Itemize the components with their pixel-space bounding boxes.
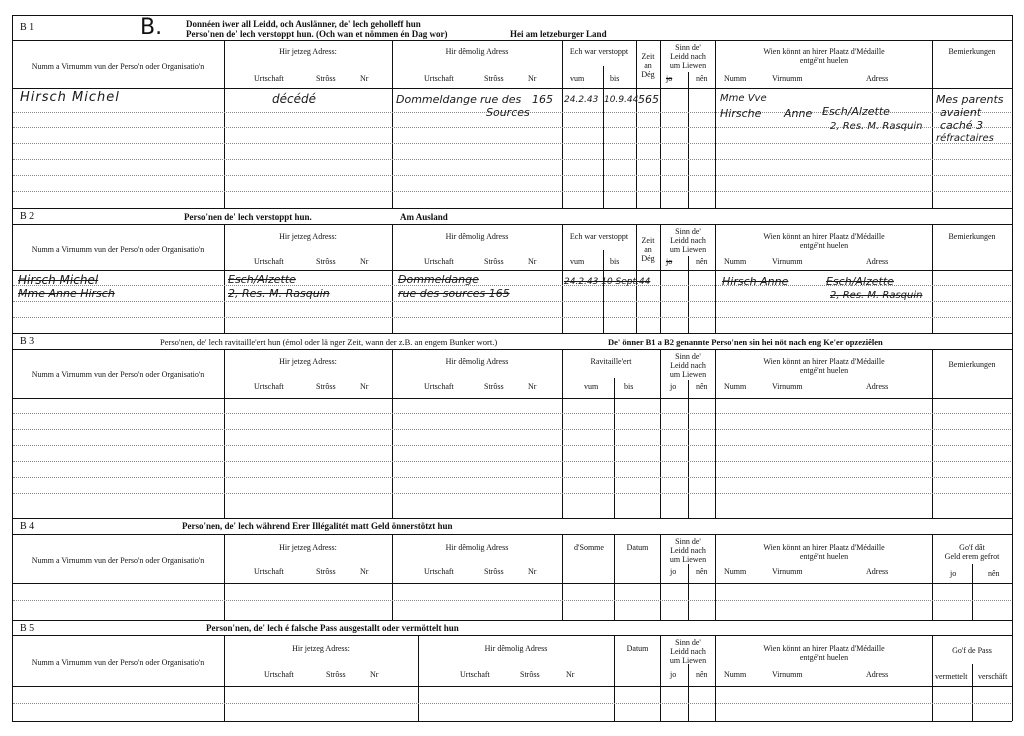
b5-col [418, 635, 419, 721]
b3-wien-2: entgé'nt huelen [799, 366, 849, 375]
b1-hw-medal-addr1: Esch/Alzette [822, 105, 890, 118]
b2-row [13, 317, 1011, 318]
b5-former-addr-head: Hir dêmolig Adress [484, 644, 548, 653]
b1-leidd: Leidd nach [670, 52, 706, 61]
b4-header-bottom [12, 534, 1012, 535]
b5-name-col-head: Numm a Virnumm vun der Perso'n oder Organisatio'n [31, 658, 205, 667]
b4-col [392, 534, 393, 620]
b3-adress: Adress [866, 382, 889, 391]
b1-col [392, 40, 393, 208]
b5-urtschaft: Urtschaft [264, 670, 294, 679]
b3-urtschaft: Urtschaft [254, 382, 284, 391]
b2-hw-name2: Mme Anne Hirsch [18, 287, 115, 300]
b3-numm: Numm [724, 382, 747, 391]
b5-wien-1: Wien könnt an hirer Plaatz d'Médaille [763, 644, 885, 653]
b5-numm: Numm [724, 670, 747, 679]
b4-numm: Numm [724, 567, 747, 576]
b2-colhead-bottom [12, 270, 1012, 271]
b1-header-right: Hei am letzeburger Land [510, 29, 607, 39]
b3-colhead-bottom [12, 398, 1012, 399]
frame-left [12, 15, 13, 721]
b3-liewen: um Liewen [669, 370, 707, 379]
b4-col [562, 534, 563, 620]
b2-header-right: Am Ausland [400, 212, 448, 222]
b2-bottom [12, 333, 1012, 334]
b3-nr: Nr [360, 382, 369, 391]
b3-current-addr-head: Hir jetzeg Adress: [279, 357, 337, 366]
b4-gof-jo: jo [950, 569, 957, 578]
b3-code: B 3 [20, 336, 35, 347]
b2-zeit-2: an [644, 245, 652, 254]
b2-numm: Numm [724, 257, 747, 266]
b5-current-addr-head: Hir jetzeg Adress: [292, 644, 350, 653]
b1-vum: vum [570, 74, 585, 83]
b3-header-right: De' önner B1 a B2 genannte Perso'nen sin hei nöt nach eng Ke'er opzeziêlen [608, 337, 883, 347]
b3-row [13, 477, 1011, 478]
b4-subcol [972, 564, 973, 620]
b4-row [13, 600, 1011, 601]
b4-colhead-bottom [12, 583, 1012, 584]
b5-nen: nên [696, 670, 708, 679]
b5-col [224, 635, 225, 721]
b5-wien-2: entgé'nt huelen [799, 653, 849, 662]
b3-subcol [614, 378, 615, 518]
b5-subcol [688, 664, 689, 721]
b5-stross: Strôss [326, 670, 346, 679]
b4-header: Perso'nen, de' lech während Erer Illégalitét matt Geld önnerstötzt hun [182, 521, 453, 531]
b3-bis: bis [624, 382, 634, 391]
b5-former-nr: Nr [566, 670, 575, 679]
b5-datum-head: Datum [626, 644, 649, 653]
b5-gof-pass: Go'f de Pass [952, 646, 992, 655]
b5-colhead-bottom [12, 686, 1012, 687]
b5-header: Person'nen, de' lech é falsche Pass ausgestallt oder vermöttelt hun [206, 623, 459, 633]
b4-datum-head: Datum [626, 543, 649, 552]
b1-urtschaft: Urtschaft [254, 74, 284, 83]
b2-liewen: um Liewen [669, 245, 707, 254]
b5-sinn: Sinn de' [675, 638, 701, 647]
b4-col [224, 534, 225, 620]
b3-former-stross: Strôss [484, 382, 504, 391]
b1-hw-medal-addr2: 2, Res. M. Rasquin [830, 121, 923, 132]
b5-former-urtschaft: Urtschaft [460, 670, 490, 679]
b1-subcol [688, 72, 689, 208]
b1-row [13, 159, 1011, 160]
b1-former-nr: Nr [528, 74, 537, 83]
b2-header-bottom [12, 224, 1012, 225]
b2-former-stross: Strôss [484, 257, 504, 266]
b2-hw-medal-addr1: Esch/Alzette [826, 275, 894, 288]
b4-former-nr: Nr [528, 567, 537, 576]
b1-hw-remark-1: Mes parents [936, 93, 1004, 106]
b4-col [932, 534, 933, 620]
b2-sinn: Sinn de' [675, 227, 701, 236]
b1-hw-former-street2: Sources [486, 106, 530, 119]
b2-name-col-head: Numm a Virnumm vun der Perso'n oder Organisatio'n [31, 245, 205, 254]
b1-colhead-bottom [12, 88, 1012, 89]
b4-leidd: Leidd nach [670, 546, 706, 555]
b4-jo: jo [670, 567, 677, 576]
b1-liewen: um Liewen [669, 61, 707, 70]
b1-verstoppt-head: Ech war verstoppt [569, 47, 629, 56]
b5-jo: jo [670, 670, 677, 679]
b1-header-line2: Perso'nen de' lech verstoppt hun. (Och wan et nömmen én Dag wor) [186, 29, 448, 39]
b1-stross: Strôss [316, 74, 336, 83]
b1-former-stross: Strôss [484, 74, 504, 83]
b4-liewen: um Liewen [669, 555, 707, 564]
b1-row [13, 175, 1011, 176]
b2-hw-former2: rue des sources 165 [398, 287, 510, 300]
b3-virnumm: Virnumm [772, 382, 803, 391]
b2-former-addr-head: Hir dêmolig Adress [445, 232, 509, 241]
b2-current-addr-head: Hir jetzeg Adress: [279, 232, 337, 241]
b2-former-nr: Nr [528, 257, 537, 266]
b2-nr: Nr [360, 257, 369, 266]
b1-wien-2: entgé'nt huelen [799, 56, 849, 65]
b4-col [715, 534, 716, 620]
b2-subcol [603, 250, 604, 333]
b2-code: B 2 [20, 211, 35, 222]
b1-row [13, 191, 1011, 192]
b1-col [932, 40, 933, 208]
b3-header-left: Perso'nen, de' lech ravitaille'ert hun (émol oder lä nger Zeit, wann der z.B. an engem Bunker wort.) [160, 337, 498, 347]
b1-hw-former-street: rue des [480, 93, 522, 106]
b4-nen: nên [696, 567, 708, 576]
b5-liewen: um Liewen [669, 656, 707, 665]
b1-hw-name: Hirsch Michel [20, 90, 120, 105]
b3-former-nr: Nr [528, 382, 537, 391]
b2-nen: nên [696, 257, 708, 266]
b3-leidd: Leidd nach [670, 361, 706, 370]
b4-wien-2: entgé'nt huelen [799, 552, 849, 561]
frame-right [1012, 15, 1013, 721]
b3-bemierkungen: Bemierkungen [948, 360, 996, 369]
b1-hw-remark-3: caché 3 [940, 119, 984, 132]
b1-jo: jo [666, 74, 673, 83]
b5-col [715, 635, 716, 721]
b2-leidd: Leidd nach [670, 236, 706, 245]
b4-somme-head: d'Somme [574, 543, 604, 552]
b2-adress: Adress [866, 257, 889, 266]
b1-col [715, 40, 716, 208]
b1-hw-to: 10.9.44 [604, 95, 639, 105]
b1-bemierkungen: Bemierkungen [948, 47, 996, 56]
b3-row [13, 493, 1011, 494]
b2-jo: jo [666, 257, 673, 266]
b5-header-bottom [12, 635, 1012, 636]
b1-hw-remark-4: réfractaires [936, 133, 994, 144]
b1-header-line1: Donnéen iwer all Leidd, och Auslänner, de' lech geholleff hun [186, 19, 421, 29]
b1-hw-medal-title: Mme Vve [720, 93, 767, 104]
b4-former-urtschaft: Urtschaft [424, 567, 454, 576]
b3-vum: vum [584, 382, 599, 391]
b2-former-urtschaft: Urtschaft [424, 257, 454, 266]
b2-header: Perso'nen de' lech verstoppt hun. [184, 212, 312, 222]
b4-sinn: Sinn de' [675, 537, 701, 546]
b3-former-urtschaft: Urtschaft [424, 382, 454, 391]
b3-subcol [688, 380, 689, 518]
b1-virnumm: Virnumm [772, 74, 803, 83]
b1-nen: nên [696, 74, 708, 83]
b1-zeit-2: an [644, 61, 652, 70]
b5-vermettelt: vermettelt [935, 672, 968, 681]
b5-row [13, 703, 1011, 704]
b2-verstoppt-head: Ech war verstoppt [569, 232, 629, 241]
b4-adress: Adress [866, 567, 889, 576]
b5-verschaft: verschäft [978, 672, 1008, 681]
b1-bis: bis [610, 74, 620, 83]
b3-row [13, 445, 1011, 446]
b4-urtschaft: Urtschaft [254, 567, 284, 576]
b2-bemierkungen: Bemierkungen [948, 232, 996, 241]
b3-header-bottom [12, 349, 1012, 350]
b3-wien-1: Wien könnt an hirer Plaatz d'Médaille [763, 357, 885, 366]
b3-stross: Strôss [316, 382, 336, 391]
b5-code: B 5 [20, 623, 35, 634]
b2-zeit-1: Zeit [641, 236, 655, 245]
b1-current-addr-head: Hir jetzeg Adress: [279, 47, 337, 56]
b4-gof-1: Go'f dât [959, 543, 985, 552]
b3-row [13, 461, 1011, 462]
b1-code: B 1 [20, 22, 35, 33]
b4-former-addr-head: Hir dêmolig Adress [445, 543, 509, 552]
b5-subcol [972, 664, 973, 721]
b1-nr: Nr [360, 74, 369, 83]
b3-name-col-head: Numm a Virnumm vun der Perso'n oder Organisatio'n [31, 370, 205, 379]
b2-hw-dates: 24.2.43 10 Sept.44 [564, 277, 651, 287]
b2-hw-former1: Dommeldange [398, 273, 479, 286]
b3-former-addr-head: Hir dêmolig Adress [445, 357, 509, 366]
b4-former-stross: Strôss [484, 567, 504, 576]
b1-hw-days: 565 [638, 93, 659, 106]
b4-virnumm: Virnumm [772, 567, 803, 576]
b5-leidd: Leidd nach [670, 647, 706, 656]
b3-ravit-head: Ravitaille'ert [590, 357, 632, 366]
b1-hw-from: 24.2.43 [564, 95, 599, 105]
b1-subcol [603, 66, 604, 208]
b5-adress: Adress [866, 670, 889, 679]
b1-header-bottom [12, 40, 1012, 41]
b4-current-addr-head: Hir jetzeg Adress: [279, 543, 337, 552]
b1-form-letter: B. [140, 15, 163, 40]
b2-subcol [688, 256, 689, 333]
b1-former-urtschaft: Urtschaft [424, 74, 454, 83]
b5-former-stross: Strôss [520, 670, 540, 679]
b4-gof-2: Geld erem gefrot [944, 552, 1000, 561]
b5-virnumm: Virnumm [772, 670, 803, 679]
b1-hw-former-place: Dommeldange [396, 93, 477, 106]
b4-nr: Nr [360, 567, 369, 576]
b2-bis: bis [610, 257, 620, 266]
b2-hw-name1: Hirsch Michel [18, 273, 99, 287]
b1-adress: Adress [866, 74, 889, 83]
b1-name-col-head: Numm a Virnumm vun der Perso'n oder Organisatio'n [31, 62, 205, 71]
b4-subcol [688, 564, 689, 620]
b3-row [13, 429, 1011, 430]
b2-urtschaft: Urtschaft [254, 257, 284, 266]
b2-hw-medal-name: Hirsch Anne [722, 275, 789, 288]
b1-hw-medal-name: Hirsche [720, 107, 762, 120]
b5-col [932, 635, 933, 721]
b2-hw-current2: 2, Res. M. Rasquin [228, 287, 330, 300]
b1-hw-medal-first: Anne [784, 107, 813, 120]
frame-bottom [12, 721, 1012, 722]
b1-hw-former-nr: 165 [532, 93, 553, 106]
b2-zeit-3: Dég [641, 254, 655, 263]
b2-vum: vum [570, 257, 585, 266]
b5-nr: Nr [370, 670, 379, 679]
b1-sinn: Sinn de' [675, 43, 701, 52]
b1-col [224, 40, 225, 208]
b2-wien-1: Wien könnt an hirer Plaatz d'Médaille [763, 232, 885, 241]
b4-bottom [12, 620, 1012, 621]
b2-wien-2: entgé'nt huelen [799, 241, 849, 250]
b4-code: B 4 [20, 521, 35, 532]
b1-former-addr-head: Hir dêmolig Adress [445, 47, 509, 56]
b1-hw-current: décédé [272, 92, 316, 106]
b3-jo: jo [670, 382, 677, 391]
b4-gof-nen: nên [988, 569, 1000, 578]
b1-wien-1: Wien könnt an hirer Plaatz d'Médaille [763, 47, 885, 56]
b2-virnumm: Virnumm [772, 257, 803, 266]
b2-stross: Strôss [316, 257, 336, 266]
b1-numm: Numm [724, 74, 747, 83]
b1-bottom [12, 208, 1012, 209]
b3-row [13, 413, 1011, 414]
b4-name-col-head: Numm a Virnumm vun der Perso'n oder Organisatio'n [31, 556, 205, 565]
b3-bottom [12, 518, 1012, 519]
b1-hw-remark-2: avaient [940, 106, 982, 119]
b1-col [562, 40, 563, 208]
b1-zeit-1: Zeit [641, 52, 655, 61]
b4-wien-1: Wien könnt an hirer Plaatz d'Médaille [763, 543, 885, 552]
b4-stross: Strôss [316, 567, 336, 576]
b2-hw-current1: Esch/Alzette [228, 273, 296, 286]
b1-zeit-3: Dég [641, 70, 655, 79]
b3-sinn: Sinn de' [675, 352, 701, 361]
b3-nen: nên [696, 382, 708, 391]
b2-hw-medal-addr2: 2, Res. M. Rasquin [830, 290, 923, 301]
b1-row [13, 143, 1011, 144]
